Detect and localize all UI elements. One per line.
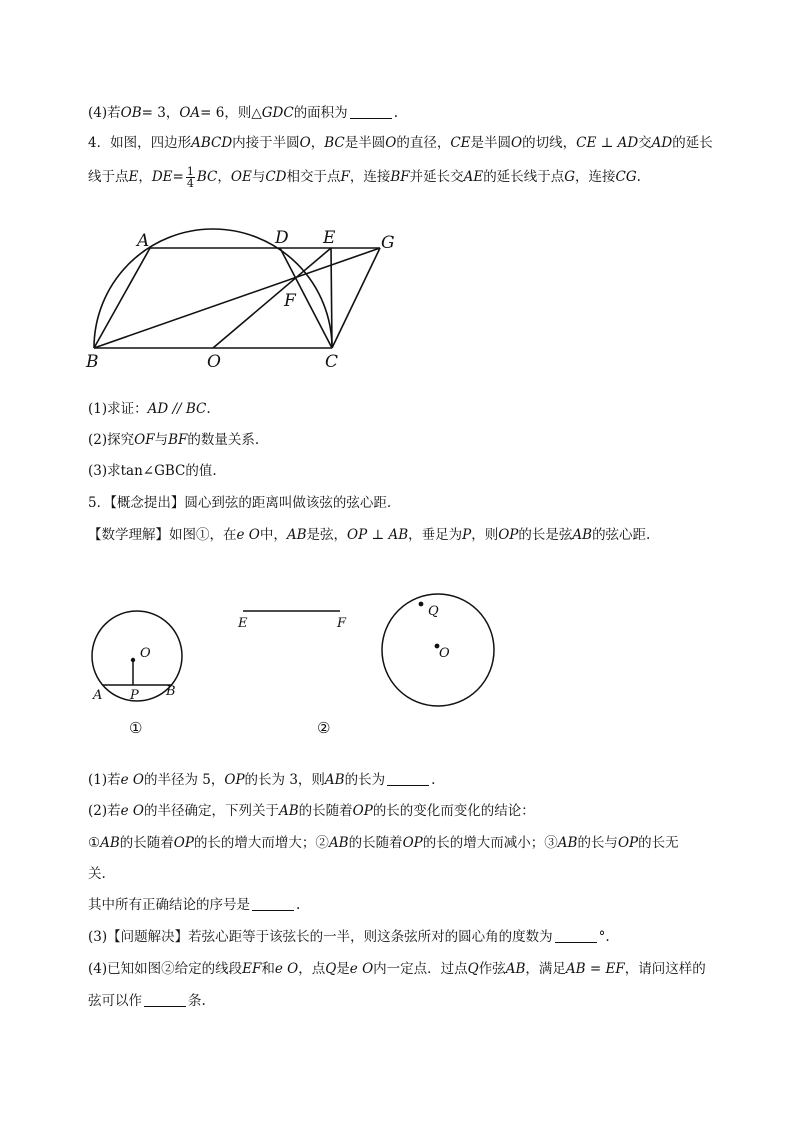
fig2-q-dot [419,602,424,607]
answer-blank [387,772,429,786]
label-f: F [284,291,296,311]
fig1-label-a: A [93,688,103,703]
q5-sub2-options: ①AB的长随着OP的长的增大而增大；②AB的长随着OP的长的增大而减小；③AB的长与OP的长无 [88,835,679,851]
q4-sub3: (3)求tan∠GBC的值. [88,463,217,479]
label-o: O [207,352,221,372]
answer-blank [144,993,186,1007]
q5-sub2: (2)若e O的半径确定，下列关于AB的长随着OP的长的变化而变化的结论： [88,803,535,819]
q5-sub4-line1: (4)已知如图②给定的线段EF和e O，点Q是e O内一定点．过点Q作弦AB，满足AB = EF，请问这样的 [88,961,706,977]
label-b: B [86,352,99,372]
fig1-label-o: O [140,646,151,661]
label-e: E [323,228,336,248]
answer-blank [555,929,597,943]
fraction-one-quarter: $\frac{1}{4}$ [186,165,194,190]
label-a: A [137,231,150,251]
q5-line1: 5．【概念提出】圆心到弦的距离叫做该弦的弦心距. [88,495,392,511]
q5-sub1: (1)若e O的半径为 5，OP的长为 3，则AB的长为 . [88,772,436,788]
q5-sub3: (3)【问题解决】若弦心距等于该弦长的一半，则这条弦所对的圆心角的度数为 °. [88,929,610,945]
fig2-label-f: F [337,616,347,631]
q4-line1: 4．如图，四边形ABCD内接于半圆O，BC是半圆O的直径，CE是半圆O的切线，CE ⊥ AD交AD的延长 [88,135,713,151]
label-c: C [325,352,339,372]
fig2-label-e: E [238,616,248,631]
label-d: D [275,228,289,248]
q5-line2: 【数学理解】如图①，在e O中，AB是弦，OP ⊥ AB，垂足为P，则OP的长是弦AB的弦心距. [88,527,651,543]
fig1-center-dot [131,658,135,662]
label-g: G [381,233,395,253]
q5-sub4-line2: 弦可以作 条. [88,993,206,1009]
q5-sub2-tail: 关. [88,866,106,882]
fig2-label-o: O [439,646,450,661]
fig1-label-p: P [130,688,139,703]
q5-sub2-ask: 其中所有正确结论的序号是 . [88,897,301,913]
fig2-label-q: Q [428,604,439,619]
q4-sub1: (1)求证：AD // BC. [88,401,211,417]
q3-part4-line: (4)若OB= 3，OA= 6，则△GDC的面积为 . [88,105,398,121]
fig2-caption: ② [317,719,331,737]
q4-sub2: (2)探究OF与BF的数量关系. [88,432,260,448]
fig1-caption: ① [129,719,143,737]
answer-blank [252,897,294,911]
fig1-label-b: B [166,684,176,699]
q4-line2: 线于点E，DE= $\frac{1}{4}$ BC，OE与CD相交于点F，连接BF并延长交AE的延长线于点G，连接CG. [88,165,641,190]
